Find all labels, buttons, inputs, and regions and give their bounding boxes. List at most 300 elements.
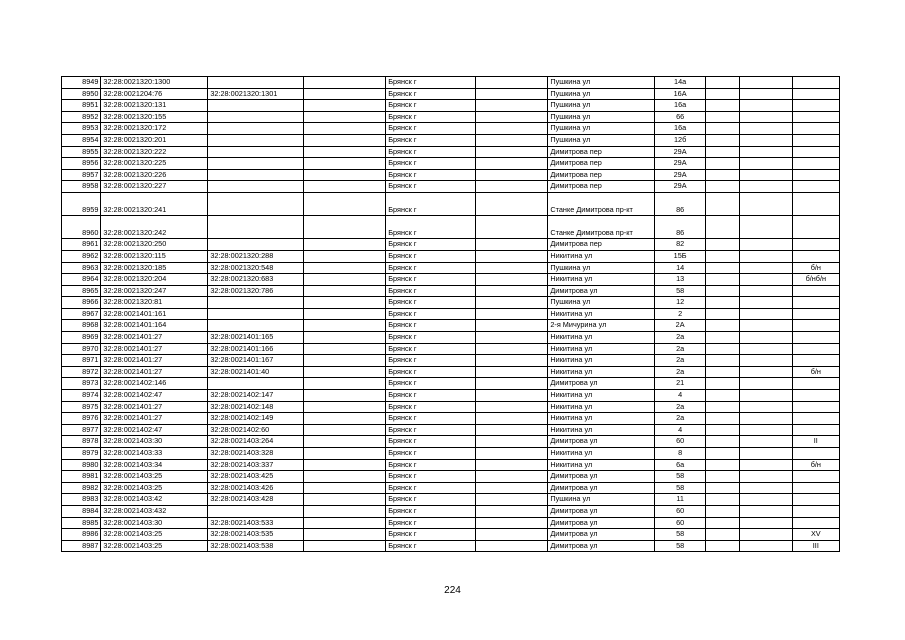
- row-number: 8982: [62, 482, 101, 494]
- blank-cell: [304, 459, 386, 471]
- cadastral-number: 32:28:0021320:227: [101, 181, 208, 193]
- note-cell: [792, 250, 839, 262]
- cadastral-number: 32:28:0021320:81: [101, 297, 208, 309]
- city-name: Брянск г: [386, 436, 476, 448]
- blank-cell: [739, 529, 792, 541]
- cadastral-number: 32:28:0021402:47: [101, 390, 208, 402]
- blank-cell: [705, 216, 739, 239]
- blank-cell: [739, 250, 792, 262]
- house-number: 29А: [655, 181, 706, 193]
- blank-cell: [304, 540, 386, 552]
- note-cell: II: [792, 436, 839, 448]
- city-name: Брянск г: [386, 158, 476, 170]
- street-name: Димитрова пер: [548, 181, 655, 193]
- blank-cell: [705, 366, 739, 378]
- note-cell: [792, 239, 839, 251]
- row-number: 8971: [62, 355, 101, 367]
- table-row: [62, 123, 840, 135]
- house-number: 2а: [655, 332, 706, 344]
- blank-cell: [739, 285, 792, 297]
- row-number: 8949: [62, 77, 101, 89]
- blank-cell: [705, 285, 739, 297]
- linked-cadastral-number: [208, 158, 304, 170]
- table-row: [62, 401, 840, 413]
- blank-cell: [476, 505, 548, 517]
- linked-cadastral-number: 32:28:0021403:428: [208, 494, 304, 506]
- city-name: Брянск г: [386, 308, 476, 320]
- table-row: [62, 88, 840, 100]
- linked-cadastral-number: [208, 146, 304, 158]
- table-row: [62, 100, 840, 112]
- street-name: Пушкина ул: [548, 262, 655, 274]
- cadastral-number: 32:28:0021403:30: [101, 517, 208, 529]
- blank-cell: [304, 355, 386, 367]
- row-number: 8979: [62, 448, 101, 460]
- blank-cell: [739, 471, 792, 483]
- blank-cell: [739, 239, 792, 251]
- house-number: 60: [655, 517, 706, 529]
- blank-cell: [304, 308, 386, 320]
- city-name: Брянск г: [386, 390, 476, 402]
- house-number: 58: [655, 482, 706, 494]
- city-name: Брянск г: [386, 169, 476, 181]
- street-name: Никитина ул: [548, 274, 655, 286]
- city-name: Брянск г: [386, 471, 476, 483]
- street-name: Димитрова ул: [548, 285, 655, 297]
- table-row: [62, 482, 840, 494]
- cadastral-number: 32:28:0021320:115: [101, 250, 208, 262]
- street-name: Димитрова ул: [548, 471, 655, 483]
- blank-cell: [705, 169, 739, 181]
- linked-cadastral-number: [208, 505, 304, 517]
- note-cell: [792, 181, 839, 193]
- blank-cell: [476, 181, 548, 193]
- blank-cell: [705, 378, 739, 390]
- street-name: Димитрова ул: [548, 505, 655, 517]
- blank-cell: [739, 297, 792, 309]
- house-number: 82: [655, 239, 706, 251]
- house-number: 58: [655, 540, 706, 552]
- blank-cell: [476, 332, 548, 344]
- blank-cell: [705, 158, 739, 170]
- blank-cell: [705, 274, 739, 286]
- street-name: Станке Димитрова пр-кт: [548, 216, 655, 239]
- cadastral-number: 32:28:0021401:27: [101, 401, 208, 413]
- table-row: [62, 169, 840, 181]
- linked-cadastral-number: [208, 123, 304, 135]
- cadastral-number: 32:28:0021403:432: [101, 505, 208, 517]
- blank-cell: [739, 401, 792, 413]
- cadastral-number: 32:28:0021403:25: [101, 482, 208, 494]
- blank-cell: [705, 88, 739, 100]
- table-row: [62, 471, 840, 483]
- linked-cadastral-number: 32:28:0021320:548: [208, 262, 304, 274]
- table-row: [62, 111, 840, 123]
- cadastral-number: 32:28:0021320:172: [101, 123, 208, 135]
- row-number: 8963: [62, 262, 101, 274]
- blank-cell: [739, 146, 792, 158]
- cadastral-number: 32:28:0021403:30: [101, 436, 208, 448]
- note-cell: [792, 308, 839, 320]
- blank-cell: [705, 529, 739, 541]
- blank-cell: [304, 332, 386, 344]
- cadastral-number: 32:28:0021403:25: [101, 471, 208, 483]
- house-number: 58: [655, 529, 706, 541]
- note-cell: [792, 158, 839, 170]
- blank-cell: [705, 482, 739, 494]
- blank-cell: [739, 343, 792, 355]
- blank-cell: [739, 158, 792, 170]
- blank-cell: [476, 158, 548, 170]
- note-cell: [792, 378, 839, 390]
- note-cell: б/н: [792, 366, 839, 378]
- city-name: Брянск г: [386, 216, 476, 239]
- blank-cell: [476, 355, 548, 367]
- blank-cell: [705, 459, 739, 471]
- city-name: Брянск г: [386, 529, 476, 541]
- street-name: Никитина ул: [548, 250, 655, 262]
- house-number: 12б: [655, 134, 706, 146]
- city-name: Брянск г: [386, 355, 476, 367]
- street-name: Никитина ул: [548, 448, 655, 460]
- blank-cell: [476, 459, 548, 471]
- note-cell: [792, 482, 839, 494]
- blank-cell: [304, 320, 386, 332]
- street-name: Никитина ул: [548, 459, 655, 471]
- city-name: Брянск г: [386, 378, 476, 390]
- house-number: 29А: [655, 146, 706, 158]
- street-name: Пушкина ул: [548, 134, 655, 146]
- house-number: 15Б: [655, 250, 706, 262]
- blank-cell: [705, 517, 739, 529]
- blank-cell: [739, 111, 792, 123]
- blank-cell: [304, 482, 386, 494]
- row-number: 8960: [62, 216, 101, 239]
- linked-cadastral-number: [208, 111, 304, 123]
- note-cell: [792, 100, 839, 112]
- cadastral-number: 32:28:0021401:27: [101, 343, 208, 355]
- note-cell: [792, 390, 839, 402]
- house-number: 60: [655, 505, 706, 517]
- row-number: 8985: [62, 517, 101, 529]
- linked-cadastral-number: [208, 378, 304, 390]
- linked-cadastral-number: 32:28:0021403:425: [208, 471, 304, 483]
- blank-cell: [304, 378, 386, 390]
- street-name: Пушкина ул: [548, 297, 655, 309]
- blank-cell: [476, 424, 548, 436]
- table-row: [62, 424, 840, 436]
- blank-cell: [476, 517, 548, 529]
- blank-cell: [476, 274, 548, 286]
- blank-cell: [476, 320, 548, 332]
- row-number: 8969: [62, 332, 101, 344]
- cadastral-number: 32:28:0021401:27: [101, 332, 208, 344]
- street-name: Димитрова ул: [548, 482, 655, 494]
- blank-cell: [705, 448, 739, 460]
- note-cell: [792, 332, 839, 344]
- row-number: 8975: [62, 401, 101, 413]
- blank-cell: [739, 494, 792, 506]
- house-number: 2а: [655, 401, 706, 413]
- blank-cell: [705, 320, 739, 332]
- blank-cell: [739, 262, 792, 274]
- blank-cell: [739, 308, 792, 320]
- blank-cell: [739, 482, 792, 494]
- city-name: Брянск г: [386, 401, 476, 413]
- row-number: 8961: [62, 239, 101, 251]
- cadastral-number: 32:28:0021320:222: [101, 146, 208, 158]
- table-row: [62, 459, 840, 471]
- row-number: 8962: [62, 250, 101, 262]
- row-number: 8954: [62, 134, 101, 146]
- blank-cell: [304, 424, 386, 436]
- cadastral-number: 32:28:0021403:34: [101, 459, 208, 471]
- blank-cell: [739, 436, 792, 448]
- blank-cell: [476, 111, 548, 123]
- blank-cell: [739, 88, 792, 100]
- blank-cell: [476, 146, 548, 158]
- blank-cell: [705, 343, 739, 355]
- blank-cell: [476, 308, 548, 320]
- table-row: [62, 448, 840, 460]
- street-name: Димитрова пер: [548, 239, 655, 251]
- street-name: Никитина ул: [548, 332, 655, 344]
- city-name: Брянск г: [386, 250, 476, 262]
- city-name: Брянск г: [386, 262, 476, 274]
- street-name: Димитрова ул: [548, 517, 655, 529]
- blank-cell: [304, 192, 386, 215]
- blank-cell: [739, 181, 792, 193]
- linked-cadastral-number: 32:28:0021320:786: [208, 285, 304, 297]
- table-row: [62, 216, 840, 239]
- house-number: 14: [655, 262, 706, 274]
- row-number: 8964: [62, 274, 101, 286]
- cadastral-number: 32:28:0021403:42: [101, 494, 208, 506]
- cadastral-number: 32:28:0021320:204: [101, 274, 208, 286]
- blank-cell: [739, 390, 792, 402]
- row-number: 8978: [62, 436, 101, 448]
- blank-cell: [476, 100, 548, 112]
- note-cell: [792, 111, 839, 123]
- note-cell: [792, 517, 839, 529]
- blank-cell: [705, 355, 739, 367]
- blank-cell: [304, 390, 386, 402]
- blank-cell: [304, 285, 386, 297]
- house-number: 16а: [655, 100, 706, 112]
- blank-cell: [476, 216, 548, 239]
- blank-cell: [476, 448, 548, 460]
- note-cell: [792, 169, 839, 181]
- table-row: [62, 192, 840, 215]
- note-cell: б/нб/н: [792, 274, 839, 286]
- table-row: [62, 355, 840, 367]
- blank-cell: [304, 216, 386, 239]
- cadastral-number: 32:28:0021401:164: [101, 320, 208, 332]
- house-number: 14а: [655, 77, 706, 89]
- blank-cell: [476, 471, 548, 483]
- street-name: Никитина ул: [548, 390, 655, 402]
- linked-cadastral-number: 32:28:0021320:288: [208, 250, 304, 262]
- cadastral-number: 32:28:0021320:1300: [101, 77, 208, 89]
- blank-cell: [304, 366, 386, 378]
- street-name: Никитина ул: [548, 355, 655, 367]
- cadastral-number: 32:28:0021403:33: [101, 448, 208, 460]
- table-row: [62, 239, 840, 251]
- blank-cell: [476, 494, 548, 506]
- street-name: Никитина ул: [548, 424, 655, 436]
- row-number: 8955: [62, 146, 101, 158]
- blank-cell: [739, 448, 792, 460]
- blank-cell: [705, 239, 739, 251]
- row-number: 8965: [62, 285, 101, 297]
- street-name: Станке Димитрова пр-кт: [548, 192, 655, 215]
- city-name: Брянск г: [386, 274, 476, 286]
- house-number: 4: [655, 390, 706, 402]
- blank-cell: [304, 529, 386, 541]
- blank-cell: [739, 169, 792, 181]
- note-cell: III: [792, 540, 839, 552]
- table-row: [62, 181, 840, 193]
- blank-cell: [476, 192, 548, 215]
- house-number: 2: [655, 308, 706, 320]
- blank-cell: [304, 77, 386, 89]
- cadastral-number: 32:28:0021401:27: [101, 366, 208, 378]
- row-number: 8980: [62, 459, 101, 471]
- note-cell: [792, 471, 839, 483]
- linked-cadastral-number: [208, 239, 304, 251]
- house-number: 8: [655, 448, 706, 460]
- street-name: Димитрова ул: [548, 378, 655, 390]
- note-cell: б/н: [792, 262, 839, 274]
- street-name: Никитина ул: [548, 343, 655, 355]
- blank-cell: [304, 401, 386, 413]
- linked-cadastral-number: [208, 320, 304, 332]
- blank-cell: [304, 262, 386, 274]
- row-number: 8950: [62, 88, 101, 100]
- house-number: 21: [655, 378, 706, 390]
- row-number: 8986: [62, 529, 101, 541]
- city-name: Брянск г: [386, 332, 476, 344]
- linked-cadastral-number: [208, 297, 304, 309]
- table-row: [62, 297, 840, 309]
- table-row: [62, 77, 840, 89]
- note-cell: [792, 320, 839, 332]
- linked-cadastral-number: [208, 181, 304, 193]
- street-name: Никитина ул: [548, 366, 655, 378]
- cadastral-number: 32:28:0021320:250: [101, 239, 208, 251]
- house-number: 4: [655, 424, 706, 436]
- street-name: Димитрова ул: [548, 529, 655, 541]
- table-row: [62, 540, 840, 552]
- note-cell: [792, 413, 839, 425]
- row-number: 8984: [62, 505, 101, 517]
- blank-cell: [304, 413, 386, 425]
- linked-cadastral-number: 32:28:0021320:683: [208, 274, 304, 286]
- linked-cadastral-number: 32:28:0021403:328: [208, 448, 304, 460]
- blank-cell: [739, 332, 792, 344]
- note-cell: [792, 343, 839, 355]
- blank-cell: [739, 378, 792, 390]
- city-name: Брянск г: [386, 100, 476, 112]
- street-name: 2-я Мичурина ул: [548, 320, 655, 332]
- blank-cell: [476, 401, 548, 413]
- note-cell: б/н: [792, 459, 839, 471]
- blank-cell: [705, 494, 739, 506]
- cadastral-number: 32:28:0021402:146: [101, 378, 208, 390]
- street-name: Димитрова пер: [548, 146, 655, 158]
- cadastral-number: 32:28:0021320:226: [101, 169, 208, 181]
- linked-cadastral-number: 32:28:0021403:337: [208, 459, 304, 471]
- row-number: 8974: [62, 390, 101, 402]
- cadastral-number: 32:28:0021320:247: [101, 285, 208, 297]
- note-cell: [792, 355, 839, 367]
- row-number: 8973: [62, 378, 101, 390]
- blank-cell: [476, 239, 548, 251]
- blank-cell: [705, 540, 739, 552]
- street-name: Пушкина ул: [548, 123, 655, 135]
- table-row: [62, 378, 840, 390]
- table-row: [62, 158, 840, 170]
- blank-cell: [304, 471, 386, 483]
- blank-cell: [304, 158, 386, 170]
- blank-cell: [476, 390, 548, 402]
- blank-cell: [739, 100, 792, 112]
- linked-cadastral-number: 32:28:0021403:535: [208, 529, 304, 541]
- blank-cell: [304, 297, 386, 309]
- blank-cell: [304, 134, 386, 146]
- blank-cell: [476, 540, 548, 552]
- blank-cell: [739, 517, 792, 529]
- blank-cell: [304, 181, 386, 193]
- cadastral-number: 32:28:0021401:27: [101, 355, 208, 367]
- street-name: Димитрова пер: [548, 169, 655, 181]
- table-row: [62, 529, 840, 541]
- blank-cell: [739, 192, 792, 215]
- blank-cell: [476, 134, 548, 146]
- blank-cell: [476, 529, 548, 541]
- blank-cell: [304, 343, 386, 355]
- blank-cell: [739, 274, 792, 286]
- city-name: Брянск г: [386, 459, 476, 471]
- cadastral-number: 32:28:0021320:225: [101, 158, 208, 170]
- blank-cell: [476, 436, 548, 448]
- table-row: [62, 505, 840, 517]
- note-cell: [792, 123, 839, 135]
- note-cell: [792, 448, 839, 460]
- street-name: Димитрова ул: [548, 436, 655, 448]
- blank-cell: [739, 77, 792, 89]
- table-row: [62, 262, 840, 274]
- street-name: Пушкина ул: [548, 77, 655, 89]
- note-cell: [792, 77, 839, 89]
- house-number: 66: [655, 111, 706, 123]
- linked-cadastral-number: [208, 308, 304, 320]
- house-number: 6а: [655, 459, 706, 471]
- cadastral-number: 32:28:0021320:185: [101, 262, 208, 274]
- blank-cell: [705, 146, 739, 158]
- blank-cell: [476, 297, 548, 309]
- blank-cell: [476, 366, 548, 378]
- linked-cadastral-number: 32:28:0021403:538: [208, 540, 304, 552]
- blank-cell: [304, 436, 386, 448]
- blank-cell: [705, 308, 739, 320]
- table-row: [62, 320, 840, 332]
- blank-cell: [476, 88, 548, 100]
- blank-cell: [476, 169, 548, 181]
- blank-cell: [739, 123, 792, 135]
- linked-cadastral-number: 32:28:0021401:167: [208, 355, 304, 367]
- street-name: Димитрова пер: [548, 158, 655, 170]
